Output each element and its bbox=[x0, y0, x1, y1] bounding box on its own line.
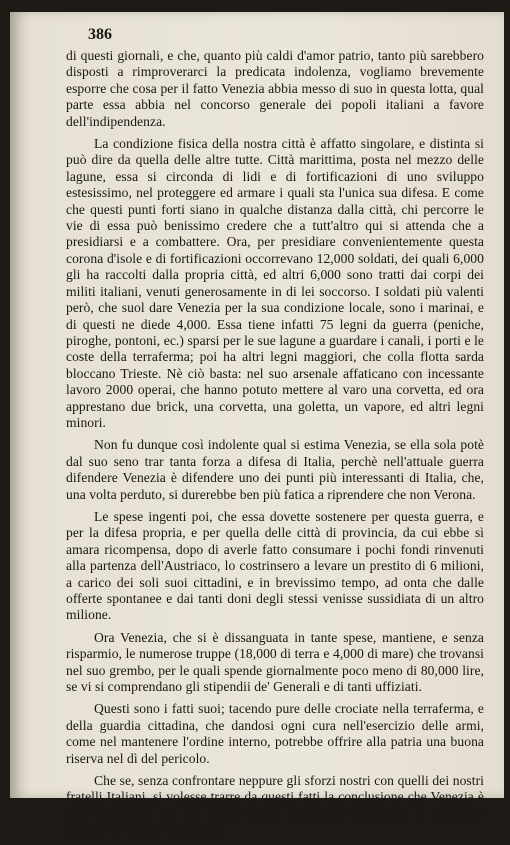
paragraph-2: La condizione fisica della nostra città è affatto singolare, e distinta si può dire da quella delle altre tutte. Città marittima, posta nel mezzo delle lagune, essa si circonda di lidi e di fortificazioni di uno sviluppo estesissimo, nel proteggere ed armare i quali sta l'unica sua difesa. E come che questi punti forti siano in qualche distanza dalla città, chi percorre le vie di essa può benissimo credere che a tutt'altro qui si attenda che a presidiarsi e a combattere. Ora, per presidiare convenientemente questa corona d'isole e di fortificazioni occorrevano 12,000 soldati, dei quali 6,000 gli ha raccolti dalla propria città, ed altri 6,000 sono tratti dai corpi dei militi italiani, venuti generosamente in di lei soccorso. I soldati più valenti però, che suol dare Venezia per la sua condizione locale, sono i marinai, e di questi ne diede 4,000. Essa tiene infatti 75 legni da guerra (peniche, piroghe, pontoni, ec.) sparsi per le sue lagune a guardare i canali, i porti e le coste della terraferma; poi ha altri legni maggiori, che colla flotta sarda bloccano Trieste. Nè ciò basta: nel suo arsenale affaticano con incessante lavoro 2000 operai, che hanno potuto mettere al varo una corvetta, ed ora apprestano due brick, una corvetta, una goletta, un vapore, ed altri legni minori. bbox=[66, 136, 484, 430]
paragraph-1: di questi giornali, e che, quanto più caldi d'amor patrio, tanto più sarebbero disposti a rimproverarci la predicata indolenza, vogliamo brevemente esporre che cosa per il fatto Venezia abbia messo di suo in questa lotta, qual parte essa abbia nel concorso generale dei popoli italiani a favore dell'indipendenza. bbox=[66, 48, 484, 129]
paragraph-6: Questi sono i fatti suoi; tacendo pure delle crociate nella terraferma, e della guardia cittadina, che dandosi ogni cura nell'esercizio delle armi, come nel mantenere l'ordine interno, potrebbe offrire alla patria una buona riserva nel dì del pericolo. bbox=[66, 701, 484, 766]
paragraph-7: Che se, senza confrontare neppure gli sforzi nostri con quelli dei nostri fratelli Italiani, si volesse trarre da questi fatti la conclusione che Venezia è stata indolente, noi dal canto nostro dobbiamo confessare di non aver potuto, nè saputo fare di più. bbox=[66, 773, 484, 838]
paragraph-5: Ora Venezia, che si è dissanguata in tante spese, mantiene, e senza risparmio, le numerose truppe (18,000 di terra e 4,000 di mare) che trovansi nel suo grembo, per le quali spende giornalmente poco meno di 80,000 lire, se vi si comprendano gli stipendii de' Generali e di tanti uffiziati. bbox=[66, 629, 484, 695]
page-body-text bbox=[66, 26, 484, 845]
paragraph-3: Non fu dunque così indolente qual si estima Venezia, se ella sola potè dal suo seno trar tanta forza a difesa di Italia, perchè nell'attuale guerra difendere Venezia è difendere uno dei punti più interessanti di Italia, che, una volta perduto, si durerebbe ben più fatica a riprendere che non Verona. bbox=[66, 437, 484, 502]
book-page bbox=[10, 12, 504, 838]
page-number: 386 bbox=[88, 26, 112, 43]
paragraph-4: Le spese ingenti poi, che essa dovette sostenere per questa guerra, e per la difesa propria, e per quella delle città di provincia, da cui ebbe sì amara ricompensa, dopo di averle fatto consumare i pochi fondi rinvenuti alla partenza dell'Austriaco, lo costrinsero a levare un prestito di 6 milioni, a carico dei soli suoi cittadini, e in brevissimo tempo, ad onta che dalle offerte spontanee e dai tanti doni degli stessi venisse sussidiata di un altro milione. bbox=[66, 508, 484, 623]
